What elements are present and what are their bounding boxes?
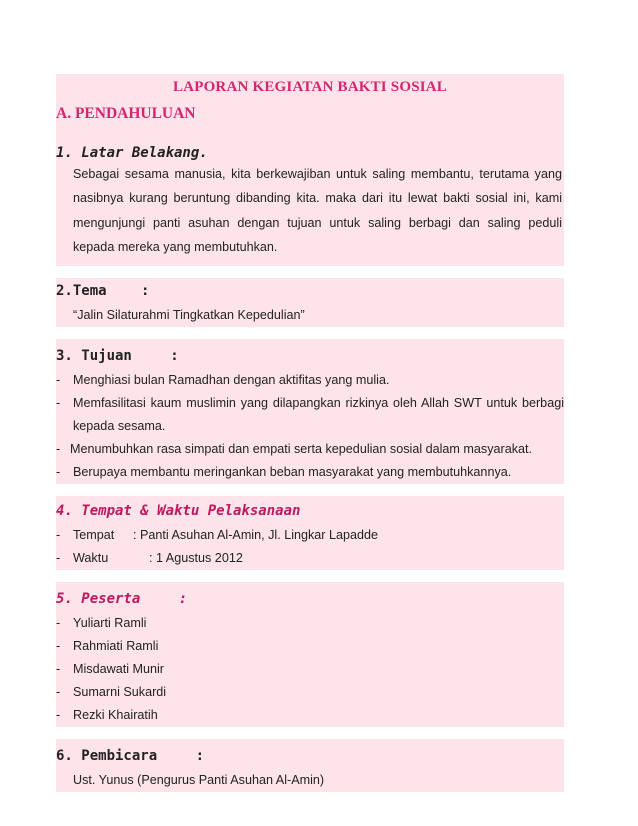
tema-colon: : xyxy=(141,282,150,299)
latar-section xyxy=(56,128,564,266)
waktu-label: Waktu xyxy=(73,550,109,565)
peserta-item: Rezki Khairatih xyxy=(73,707,158,722)
tujuan-item: kepada sesama. xyxy=(73,418,166,433)
tujuan-item: Berupaya membantu meringankan beban masyarakat yang membutuhkannya. xyxy=(73,464,512,479)
bullet-dash: - xyxy=(56,707,61,722)
separator xyxy=(56,484,564,496)
list-item xyxy=(56,612,564,635)
list-item xyxy=(56,438,564,461)
peserta-item: Rahmiati Ramli xyxy=(73,638,159,653)
tujuan-item: Memfasilitasi kaum muslimin yang dilapangkan rizkinya oleh Allah SWT untuk berbagi xyxy=(73,395,564,410)
list-item-continuation xyxy=(56,415,564,438)
document xyxy=(56,74,564,792)
pembicara-section xyxy=(56,739,564,792)
tempat-label: Tempat xyxy=(73,527,115,542)
latar-paragraph: Sebagai sesama manusia, kita berkewajiban untuk saling membantu, terutama yang nasibnya kurang beruntung dibanding kita. maka dari itu lewat bakti sosial ini, kami mengunjungi panti asuhan dengan tujuan untuk saling berbagi dan saling peduli kepada mereka yang membutuhkan. xyxy=(73,167,562,255)
bullet-dash: - xyxy=(56,661,61,676)
peserta-heading xyxy=(56,586,564,612)
pembicara-colon: : xyxy=(195,747,205,764)
list-item xyxy=(56,461,564,484)
peserta-section xyxy=(56,582,564,727)
tema-heading-text: 2.Tema xyxy=(56,282,107,299)
separator xyxy=(56,727,564,739)
separator xyxy=(56,327,564,339)
bullet-dash: - xyxy=(56,395,61,410)
tujuan-section xyxy=(56,339,564,484)
bullet-dash: - xyxy=(56,527,61,542)
bullet-dash: - xyxy=(56,684,61,699)
list-item xyxy=(56,635,564,658)
tempat-heading: 4. Tempat & Waktu Pelaksanaan xyxy=(56,502,301,519)
bullet-dash: - xyxy=(56,638,61,653)
list-item xyxy=(56,704,564,727)
bullet-dash: - xyxy=(56,372,61,387)
bullet-dash: - xyxy=(56,464,61,479)
separator xyxy=(56,266,564,278)
tujuan-heading xyxy=(56,343,564,369)
pembicara-text: Ust. Yunus (Pengurus Panti Asuhan Al-Amin) xyxy=(73,772,325,787)
latar-heading: 1. Latar Belakang. xyxy=(56,145,208,161)
separator xyxy=(56,570,564,582)
pembicara-heading-text: 6. Pembicara xyxy=(56,747,158,764)
tema-heading xyxy=(56,278,564,304)
list-item xyxy=(56,658,564,681)
waktu-row xyxy=(56,547,564,570)
report-title: LAPORAN KEGIATAN BAKTI SOSIAL xyxy=(56,74,564,100)
pembicara-text-line xyxy=(56,769,564,792)
section-a-heading: A. PENDAHULUAN xyxy=(56,100,564,128)
peserta-heading-text: 5. Peserta xyxy=(56,590,141,607)
tema-text: “Jalin Silaturahmi Tingkatkan Kepedulian” xyxy=(73,307,305,322)
pembicara-heading xyxy=(56,743,564,769)
peserta-item: Misdawati Munir xyxy=(73,661,164,676)
tema-section xyxy=(56,278,564,327)
tempat-value: : Panti Asuhan Al-Amin, Jl. Lingkar Lapadde xyxy=(133,527,379,542)
waktu-value: : 1 Agustus 2012 xyxy=(149,550,243,565)
tujuan-heading-text: 3. Tujuan xyxy=(56,347,132,364)
list-item xyxy=(56,392,564,415)
tempat-row xyxy=(56,524,564,547)
peserta-colon: : xyxy=(178,590,188,607)
bullet-dash: - xyxy=(56,441,61,456)
list-item xyxy=(56,369,564,392)
peserta-item: Yuliarti Ramli xyxy=(73,615,147,630)
bullet-dash: - xyxy=(56,615,61,630)
peserta-item: Sumarni Sukardi xyxy=(73,684,167,699)
tujuan-item: Menumbuhkan rasa simpati dan empati serta kepedulian sosial dalam masyarakat. xyxy=(70,441,533,456)
tujuan-item: Menghiasi bulan Ramadhan dengan aktifitas yang mulia. xyxy=(73,372,390,387)
bullet-dash: - xyxy=(56,550,61,565)
tempat-section xyxy=(56,496,564,570)
tujuan-colon: : xyxy=(170,347,179,364)
list-item xyxy=(56,681,564,704)
tema-text-line xyxy=(56,304,564,327)
